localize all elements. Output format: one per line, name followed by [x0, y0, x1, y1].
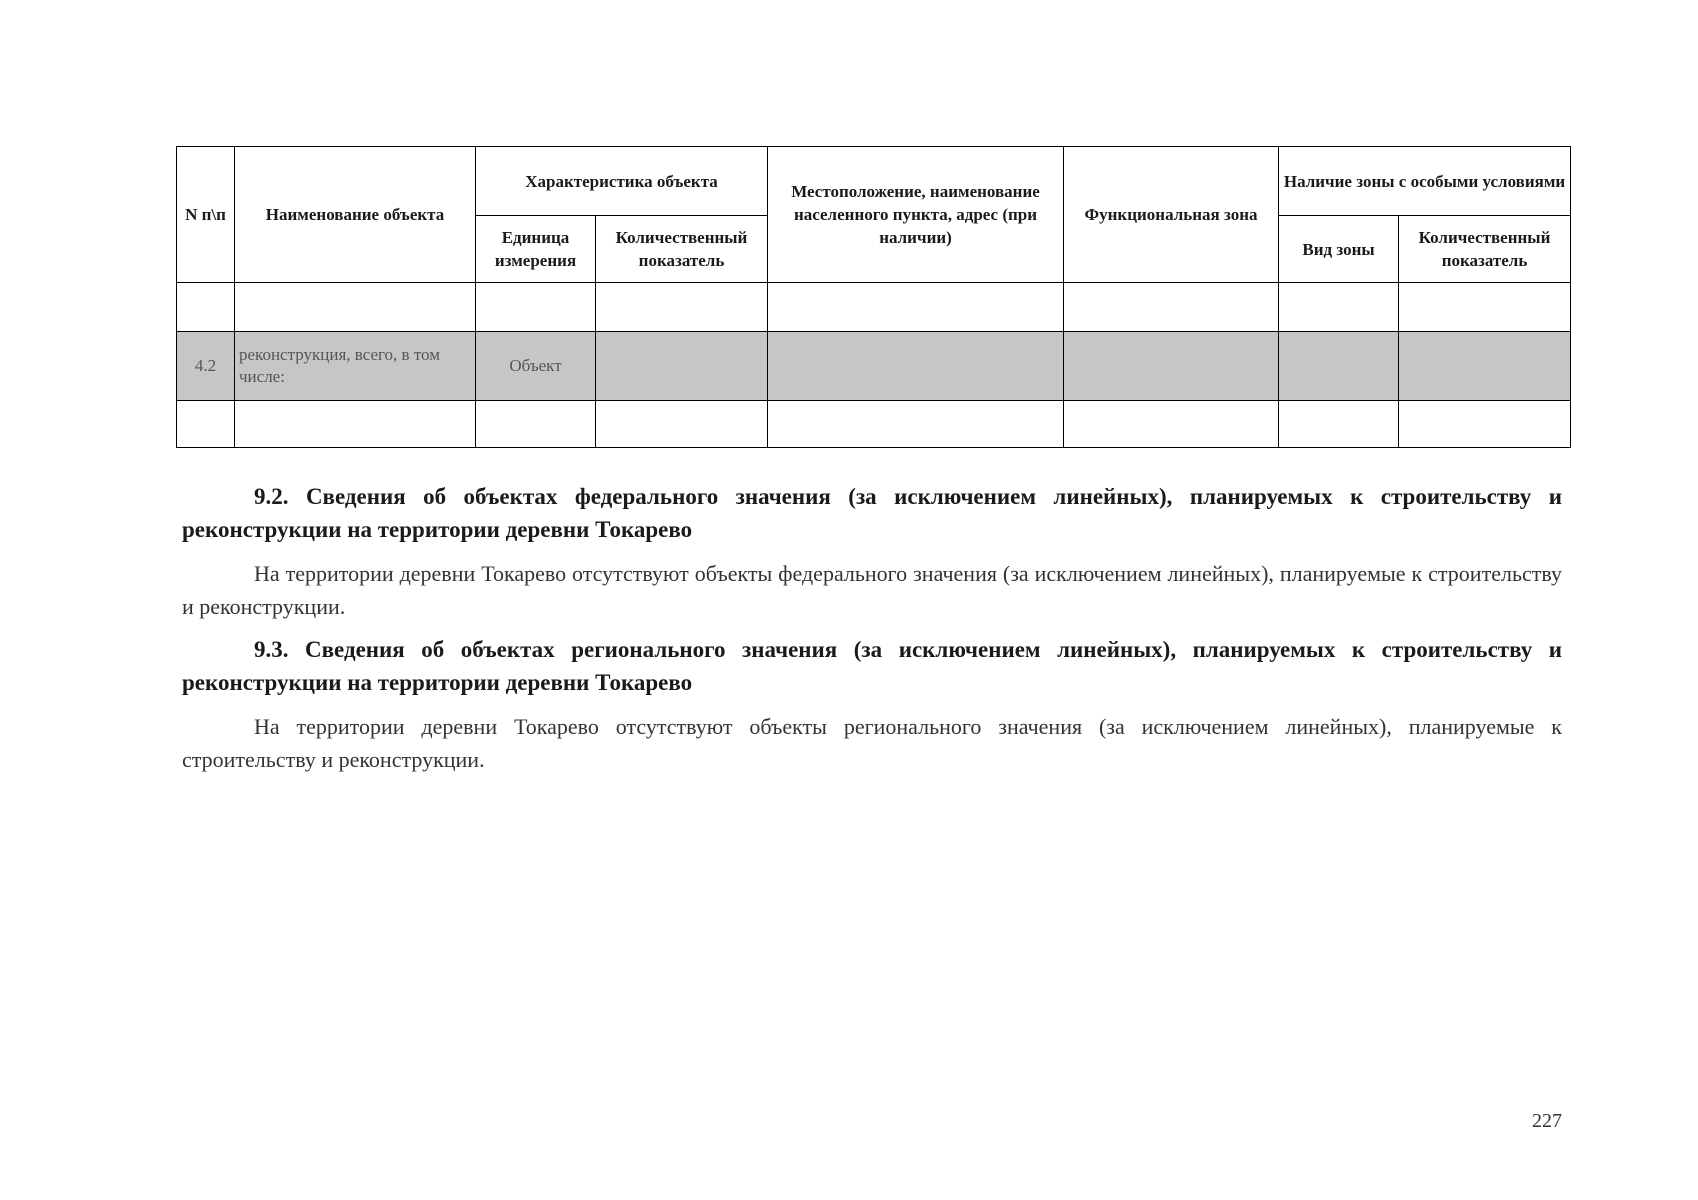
row-num: 4.2	[177, 332, 235, 401]
header-name: Наименование объекта	[235, 147, 476, 283]
row-name: реконструкция, всего, в том числе:	[235, 332, 476, 401]
header-zone: Функциональная зона	[1064, 147, 1279, 283]
section-9-2-heading: 9.2. Сведения об объектах федерального значения (за исключением линейных), планируемых к строительству и реконструкции на территории деревни Токарево	[182, 484, 1562, 542]
header-zone-quantity: Количественный показатель	[1399, 216, 1571, 283]
table-row	[177, 401, 1571, 448]
objects-table	[176, 146, 1571, 448]
header-unit: Единица измерения	[476, 216, 596, 283]
header-quantity: Количественный показатель	[596, 216, 768, 283]
header-special-zone: Наличие зоны с особыми условиями	[1279, 147, 1571, 216]
section-9-2-text: На территории деревни Токарево отсутствуют объекты федерального значения (за исключением линейных), планируемые к строительству и реконструкции.	[182, 561, 1562, 619]
page-number: 227	[1532, 1110, 1562, 1132]
header-num: N п\п	[177, 147, 235, 283]
header-zone-type: Вид зоны	[1279, 216, 1399, 283]
header-characteristic: Характеристика объекта	[476, 147, 768, 216]
table-row-highlighted	[177, 332, 1571, 401]
header-location: Местоположение, наименование населенного пункта, адрес (при наличии)	[768, 147, 1064, 283]
row-unit: Объект	[476, 332, 596, 401]
section-9-3-text: На территории деревни Токарево отсутствуют объекты регионального значения (за исключением линейных), планируемые к строительству и реконструкции.	[182, 714, 1562, 772]
table-row	[177, 283, 1571, 332]
section-9-3-heading: 9.3. Сведения об объектах регионального значения (за исключением линейных), планируемых к строительству и реконструкции на территории деревни Токарево	[182, 637, 1562, 695]
